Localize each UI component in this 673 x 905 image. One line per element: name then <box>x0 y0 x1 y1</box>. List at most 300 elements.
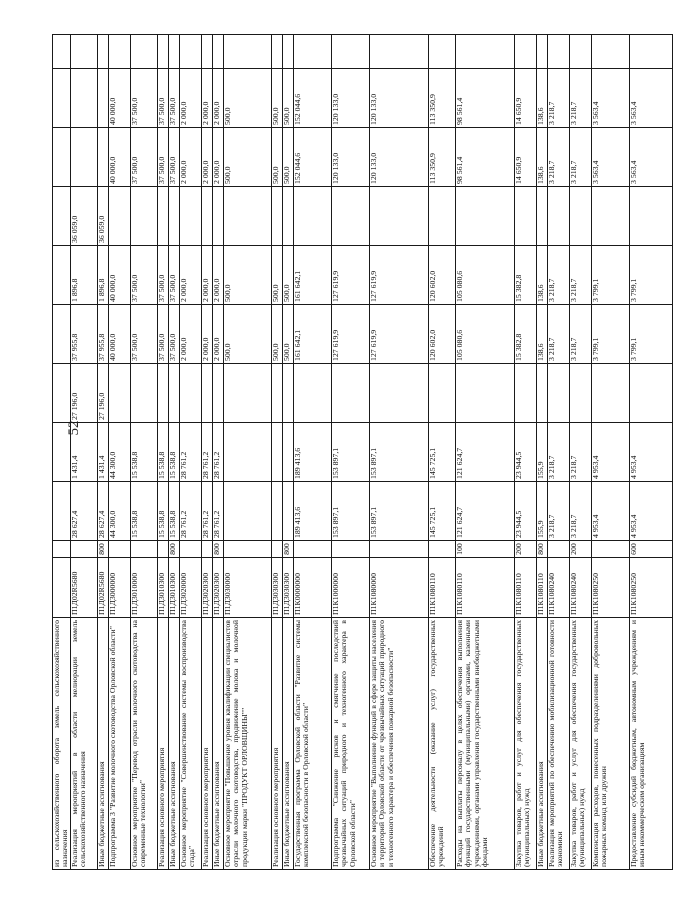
table-row <box>428 35 455 870</box>
amount-cell <box>223 187 271 246</box>
amount-cell: 2 000,0 <box>212 246 223 305</box>
amount-cell <box>282 187 293 246</box>
target-code-cell: П1Д3010300 <box>157 558 168 618</box>
amount-cell: 2 000,0 <box>212 69 223 128</box>
amount-cell <box>455 364 514 423</box>
amount-cell: 4 953,4 <box>629 423 672 482</box>
table-row <box>629 35 672 870</box>
amount-cell: 37 500,0 <box>130 246 157 305</box>
target-code-cell: П1К1080250 <box>591 558 629 618</box>
row-name-cell: Подпрограмма 3 "Развитие молочного скотоводства Орловской области" <box>108 618 130 870</box>
amount-cell <box>369 364 428 423</box>
amount-cell <box>271 35 282 69</box>
amount-cell: 161 642,1 <box>293 246 331 305</box>
target-code-cell: П1Д3010000 <box>130 558 157 618</box>
expense-kind-cell: 800 <box>168 541 179 558</box>
amount-cell <box>455 35 514 69</box>
amount-cell: 28 761,2 <box>179 423 201 482</box>
row-name-cell: Компенсация расходов, понесенных подразделениями добровольных пожарных команд или дружин <box>591 618 629 870</box>
expense-kind-cell <box>108 541 130 558</box>
amount-cell <box>591 187 629 246</box>
amount-cell: 37 955,8 <box>97 305 108 364</box>
amount-cell: 14 650,9 <box>514 69 536 128</box>
budget-table-rotated <box>52 35 647 870</box>
amount-cell: 40 000,0 <box>108 246 130 305</box>
table-row <box>130 35 157 870</box>
amount-cell: 15 538,8 <box>157 482 168 541</box>
amount-cell: 23 944,5 <box>514 482 536 541</box>
amount-cell: 3 799,1 <box>629 246 672 305</box>
amount-cell <box>591 35 629 69</box>
expense-kind-cell <box>369 541 428 558</box>
amount-cell: 2 000,0 <box>201 128 212 187</box>
amount-cell <box>179 364 201 423</box>
amount-cell: 37 955,8 <box>70 305 97 364</box>
expense-kind-cell <box>130 541 157 558</box>
expense-kind-cell: 200 <box>569 541 591 558</box>
amount-cell <box>536 364 547 423</box>
target-code-cell: П1К1080110 <box>428 558 455 618</box>
amount-cell: 120 133,0 <box>369 128 428 187</box>
target-code-cell: П1К1080240 <box>569 558 591 618</box>
amount-cell: 15 538,8 <box>168 482 179 541</box>
expense-kind-cell <box>293 541 331 558</box>
amount-cell: 2 000,0 <box>201 69 212 128</box>
amount-cell: 28 761,2 <box>201 482 212 541</box>
amount-cell <box>536 187 547 246</box>
table-row <box>201 35 212 870</box>
expense-kind-cell: 100 <box>455 541 514 558</box>
amount-cell: 3 799,1 <box>591 246 629 305</box>
amount-cell: 37 500,0 <box>130 128 157 187</box>
amount-cell <box>53 482 71 541</box>
amount-cell <box>70 35 97 69</box>
amount-cell: 500,0 <box>223 128 271 187</box>
row-name-cell: из сельскохозяйственного оборота земель сельскохозяйственного назначения <box>53 618 71 870</box>
expense-kind-cell <box>223 541 271 558</box>
target-code-cell: П1Д3000000 <box>108 558 130 618</box>
expense-kind-cell: 800 <box>282 541 293 558</box>
amount-cell <box>428 187 455 246</box>
amount-cell <box>629 364 672 423</box>
amount-cell <box>168 187 179 246</box>
expense-kind-cell <box>53 541 71 558</box>
amount-cell: 37 500,0 <box>168 246 179 305</box>
amount-cell <box>201 35 212 69</box>
table-body <box>53 35 673 870</box>
expense-kind-cell <box>157 541 168 558</box>
table-row <box>369 35 428 870</box>
amount-cell: 3 218,7 <box>547 128 569 187</box>
table-row <box>331 35 369 870</box>
amount-cell <box>514 364 536 423</box>
table-row <box>271 35 282 870</box>
amount-cell: 1 896,8 <box>97 246 108 305</box>
amount-cell <box>179 35 201 69</box>
amount-cell <box>223 482 271 541</box>
amount-cell <box>130 364 157 423</box>
expense-kind-cell: 600 <box>629 541 672 558</box>
amount-cell <box>70 128 97 187</box>
amount-cell: 153 897,1 <box>331 423 369 482</box>
amount-cell: 120 602,0 <box>428 305 455 364</box>
amount-cell: 3 218,7 <box>569 423 591 482</box>
amount-cell: 189 413,6 <box>293 482 331 541</box>
amount-cell <box>53 69 71 128</box>
target-code-cell <box>53 558 71 618</box>
amount-cell: 127 619,9 <box>331 246 369 305</box>
target-code-cell: П1Д3030000 <box>223 558 271 618</box>
amount-cell: 113 350,9 <box>428 128 455 187</box>
amount-cell: 2 000,0 <box>201 246 212 305</box>
amount-cell: 153 897,1 <box>369 423 428 482</box>
target-code-cell: П1Д3010300 <box>168 558 179 618</box>
expense-kind-cell <box>271 541 282 558</box>
amount-cell <box>108 187 130 246</box>
amount-cell <box>53 246 71 305</box>
amount-cell: 105 080,6 <box>455 246 514 305</box>
amount-cell: 500,0 <box>223 246 271 305</box>
amount-cell: 98 561,4 <box>455 69 514 128</box>
amount-cell: 2 000,0 <box>179 69 201 128</box>
expense-kind-cell: 200 <box>514 541 536 558</box>
row-name-cell: Основное мероприятие "Выполнение функций в сфере защиты населения и территорий Орловской области от чрезвычайных ситуаций природного и техногенного характера и обеспечения пожарной безопасности" <box>369 618 428 870</box>
amount-cell: 120 133,0 <box>331 128 369 187</box>
amount-cell <box>157 187 168 246</box>
amount-cell: 127 619,9 <box>369 246 428 305</box>
expense-kind-cell: 800 <box>212 541 223 558</box>
target-code-cell: П1К1080000 <box>369 558 428 618</box>
table-row <box>108 35 130 870</box>
target-code-cell: П1К0000000 <box>293 558 331 618</box>
amount-cell: 23 944,5 <box>514 423 536 482</box>
amount-cell <box>271 482 282 541</box>
amount-cell <box>282 35 293 69</box>
amount-cell: 500,0 <box>223 69 271 128</box>
amount-cell: 500,0 <box>282 305 293 364</box>
amount-cell <box>271 423 282 482</box>
amount-cell: 121 624,7 <box>455 482 514 541</box>
amount-cell <box>629 187 672 246</box>
amount-cell: 28 761,2 <box>212 423 223 482</box>
amount-cell <box>53 305 71 364</box>
amount-cell: 28 761,2 <box>179 482 201 541</box>
amount-cell: 2 000,0 <box>179 305 201 364</box>
amount-cell <box>53 187 71 246</box>
amount-cell <box>293 187 331 246</box>
table-row <box>536 35 547 870</box>
amount-cell <box>369 187 428 246</box>
amount-cell <box>547 364 569 423</box>
amount-cell: 2 000,0 <box>179 128 201 187</box>
expense-kind-cell <box>70 541 97 558</box>
amount-cell: 37 500,0 <box>168 69 179 128</box>
amount-cell <box>130 35 157 69</box>
amount-cell: 127 619,9 <box>369 305 428 364</box>
amount-cell: 37 500,0 <box>157 246 168 305</box>
amount-cell <box>271 187 282 246</box>
amount-cell <box>428 35 455 69</box>
amount-cell: 3 799,1 <box>629 305 672 364</box>
amount-cell: 105 080,6 <box>455 305 514 364</box>
amount-cell: 3 218,7 <box>547 423 569 482</box>
amount-cell: 138,6 <box>536 305 547 364</box>
target-code-cell: П1К1080110 <box>536 558 547 618</box>
amount-cell: 155,9 <box>536 482 547 541</box>
target-code-cell: П1К1080110 <box>514 558 536 618</box>
amount-cell <box>569 187 591 246</box>
amount-cell <box>108 35 130 69</box>
amount-cell <box>157 364 168 423</box>
expense-kind-cell: 800 <box>97 541 108 558</box>
amount-cell <box>569 35 591 69</box>
table-row <box>591 35 629 870</box>
amount-cell <box>455 187 514 246</box>
amount-cell: 28 627,4 <box>97 482 108 541</box>
amount-cell: 3 218,7 <box>547 246 569 305</box>
amount-cell: 145 725,1 <box>428 482 455 541</box>
amount-cell <box>179 187 201 246</box>
target-code-cell: П1Д3030300 <box>282 558 293 618</box>
amount-cell <box>168 364 179 423</box>
amount-cell: 3 218,7 <box>569 69 591 128</box>
amount-cell: 3 799,1 <box>591 305 629 364</box>
row-name-cell: Подпрограмма "Снижение рисков и смягчение последствий чрезвычайных ситуаций природного и техногенного характера в Орловской области" <box>331 618 369 870</box>
amount-cell: 3 218,7 <box>569 128 591 187</box>
amount-cell: 145 725,1 <box>428 423 455 482</box>
row-name-cell: Реализация основного мероприятия <box>201 618 212 870</box>
amount-cell: 120 133,0 <box>331 69 369 128</box>
amount-cell: 1 431,4 <box>97 423 108 482</box>
amount-cell <box>331 364 369 423</box>
row-name-cell: Иные бюджетные ассигнования <box>168 618 179 870</box>
amount-cell: 189 413,6 <box>293 423 331 482</box>
budget-table <box>52 34 673 870</box>
amount-cell: 44 300,0 <box>108 482 130 541</box>
amount-cell: 4 953,4 <box>591 482 629 541</box>
amount-cell: 3 218,7 <box>547 482 569 541</box>
amount-cell <box>293 364 331 423</box>
amount-cell <box>168 35 179 69</box>
amount-cell <box>293 35 331 69</box>
amount-cell <box>223 364 271 423</box>
expense-kind-cell <box>428 541 455 558</box>
expense-kind-cell <box>201 541 212 558</box>
amount-cell <box>547 35 569 69</box>
row-name-cell: Закупка товаров, работ и услуг для обеспечения государственных (муниципальных) нужд <box>569 618 591 870</box>
amount-cell <box>331 35 369 69</box>
amount-cell: 37 500,0 <box>157 305 168 364</box>
expense-kind-cell <box>547 541 569 558</box>
row-name-cell: Иные бюджетные ассигнования <box>212 618 223 870</box>
amount-cell: 27 196,0 <box>97 364 108 423</box>
amount-cell <box>282 423 293 482</box>
amount-cell <box>331 187 369 246</box>
amount-cell: 153 897,1 <box>331 482 369 541</box>
amount-cell: 37 500,0 <box>168 305 179 364</box>
amount-cell: 3 563,4 <box>591 128 629 187</box>
amount-cell <box>53 128 71 187</box>
amount-cell: 37 500,0 <box>157 128 168 187</box>
row-name-cell: Основное мероприятие "Совершенствование системы воспроизводства стада" <box>179 618 201 870</box>
amount-cell <box>514 187 536 246</box>
amount-cell: 14 650,9 <box>514 128 536 187</box>
amount-cell: 3 218,7 <box>569 246 591 305</box>
amount-cell <box>97 35 108 69</box>
amount-cell: 37 500,0 <box>168 128 179 187</box>
amount-cell <box>97 128 108 187</box>
amount-cell: 500,0 <box>223 305 271 364</box>
expense-kind-cell <box>591 541 629 558</box>
amount-cell: 500,0 <box>271 246 282 305</box>
row-name-cell: Реализация мероприятий по обеспечению мобилизационной готовности экономики <box>547 618 569 870</box>
amount-cell: 28 627,4 <box>70 482 97 541</box>
expense-kind-cell <box>331 541 369 558</box>
target-code-cell: П1К1080240 <box>547 558 569 618</box>
table-row <box>97 35 108 870</box>
table-row <box>157 35 168 870</box>
table-row <box>53 35 71 870</box>
row-name-cell: Предоставление субсидий бюджетным, автономным учреждениям и иным некоммерческим организациям <box>629 618 672 870</box>
amount-cell: 37 500,0 <box>130 305 157 364</box>
amount-cell: 3 218,7 <box>547 305 569 364</box>
table-row <box>168 35 179 870</box>
amount-cell: 36 059,0 <box>97 187 108 246</box>
amount-cell: 40 000,0 <box>108 128 130 187</box>
amount-cell: 500,0 <box>282 246 293 305</box>
row-name-cell: Расходы на выплаты персоналу в целях обеспечения выполнения функций государственными (муниципальными) органами, казенными учреждениями, органами управления государственными внебюджетными фондами <box>455 618 514 870</box>
amount-cell: 500,0 <box>282 69 293 128</box>
amount-cell <box>130 187 157 246</box>
target-code-cell: П1Д3020300 <box>212 558 223 618</box>
amount-cell: 2 000,0 <box>201 305 212 364</box>
amount-cell <box>212 187 223 246</box>
expense-kind-cell <box>179 541 201 558</box>
table-row <box>212 35 223 870</box>
amount-cell: 15 538,8 <box>130 423 157 482</box>
amount-cell: 155,9 <box>536 423 547 482</box>
amount-cell <box>97 69 108 128</box>
amount-cell: 37 500,0 <box>157 69 168 128</box>
amount-cell: 15 538,8 <box>168 423 179 482</box>
amount-cell: 1 431,4 <box>70 423 97 482</box>
row-name-cell: Государственная программа Орловской области "Развитие системы комплексной безопасности в Орловской области" <box>293 618 331 870</box>
table-row <box>179 35 201 870</box>
amount-cell: 500,0 <box>271 305 282 364</box>
amount-cell: 3 218,7 <box>569 305 591 364</box>
amount-cell: 120 602,0 <box>428 246 455 305</box>
amount-cell: 15 538,8 <box>130 482 157 541</box>
amount-cell: 3 563,4 <box>629 69 672 128</box>
amount-cell <box>53 35 71 69</box>
row-name-cell: Основное мероприятие "Перевод отрасли молочного скотоводства на современные технологии" <box>130 618 157 870</box>
amount-cell: 500,0 <box>271 69 282 128</box>
amount-cell: 2 000,0 <box>212 128 223 187</box>
amount-cell: 161 642,1 <box>293 305 331 364</box>
expense-kind-cell: 800 <box>536 541 547 558</box>
amount-cell: 28 761,2 <box>212 482 223 541</box>
amount-cell: 138,6 <box>536 69 547 128</box>
amount-cell: 36 059,0 <box>70 187 97 246</box>
amount-cell: 40 000,0 <box>108 305 130 364</box>
amount-cell: 153 897,1 <box>369 482 428 541</box>
amount-cell: 120 133,0 <box>369 69 428 128</box>
target-code-cell: П1К1080250 <box>629 558 672 618</box>
amount-cell: 4 953,4 <box>629 482 672 541</box>
amount-cell <box>212 364 223 423</box>
amount-cell: 500,0 <box>271 128 282 187</box>
amount-cell: 2 000,0 <box>212 305 223 364</box>
amount-cell <box>201 364 212 423</box>
table-row <box>293 35 331 870</box>
amount-cell: 500,0 <box>282 128 293 187</box>
amount-cell <box>428 364 455 423</box>
amount-cell <box>282 364 293 423</box>
amount-cell: 2 000,0 <box>179 246 201 305</box>
amount-cell <box>53 423 71 482</box>
amount-cell: 113 350,9 <box>428 69 455 128</box>
row-name-cell: Иные бюджетные ассигнования <box>97 618 108 870</box>
amount-cell: 3 563,4 <box>591 69 629 128</box>
amount-cell <box>212 35 223 69</box>
amount-cell <box>70 69 97 128</box>
amount-cell: 121 624,7 <box>455 423 514 482</box>
amount-cell <box>569 364 591 423</box>
target-code-cell: П1Д3030300 <box>271 558 282 618</box>
row-name-cell: Иные бюджетные ассигнования <box>536 618 547 870</box>
amount-cell: 37 500,0 <box>130 69 157 128</box>
amount-cell: 152 044,6 <box>293 69 331 128</box>
table-row <box>569 35 591 870</box>
amount-cell: 138,6 <box>536 128 547 187</box>
amount-cell: 1 896,8 <box>70 246 97 305</box>
amount-cell: 127 619,9 <box>331 305 369 364</box>
row-name-cell: Реализация мероприятий в области мелиорации земель сельскохозяйственного назначения <box>70 618 97 870</box>
amount-cell <box>53 364 71 423</box>
row-name-cell: Реализация основного мероприятия <box>271 618 282 870</box>
amount-cell <box>201 187 212 246</box>
table-row <box>70 35 97 870</box>
amount-cell: 138,6 <box>536 246 547 305</box>
target-code-cell: П1Д3020300 <box>201 558 212 618</box>
amount-cell: 98 561,4 <box>455 128 514 187</box>
amount-cell: 4 953,4 <box>591 423 629 482</box>
amount-cell: 3 563,4 <box>629 128 672 187</box>
table-row <box>282 35 293 870</box>
target-code-cell: П1Д3020000 <box>179 558 201 618</box>
amount-cell: 15 538,8 <box>157 423 168 482</box>
amount-cell <box>223 423 271 482</box>
amount-cell: 27 196,0 <box>70 364 97 423</box>
amount-cell <box>591 364 629 423</box>
table-row <box>547 35 569 870</box>
row-name-cell: Закупка товаров, работ и услуг для обеспечения государственных (муниципальных) нужд <box>514 618 536 870</box>
table-row <box>223 35 271 870</box>
amount-cell: 28 761,2 <box>201 423 212 482</box>
target-code-cell: П1К1080110 <box>455 558 514 618</box>
amount-cell <box>223 35 271 69</box>
amount-cell <box>271 364 282 423</box>
amount-cell: 3 218,7 <box>569 482 591 541</box>
amount-cell: 15 382,8 <box>514 246 536 305</box>
amount-cell: 152 044,6 <box>293 128 331 187</box>
row-name-cell: Обеспечение деятельности (оказание услуг) государственных учреждений <box>428 618 455 870</box>
table-row <box>455 35 514 870</box>
amount-cell <box>547 187 569 246</box>
amount-cell <box>536 35 547 69</box>
amount-cell <box>514 35 536 69</box>
target-code-cell: П1К1000000 <box>331 558 369 618</box>
